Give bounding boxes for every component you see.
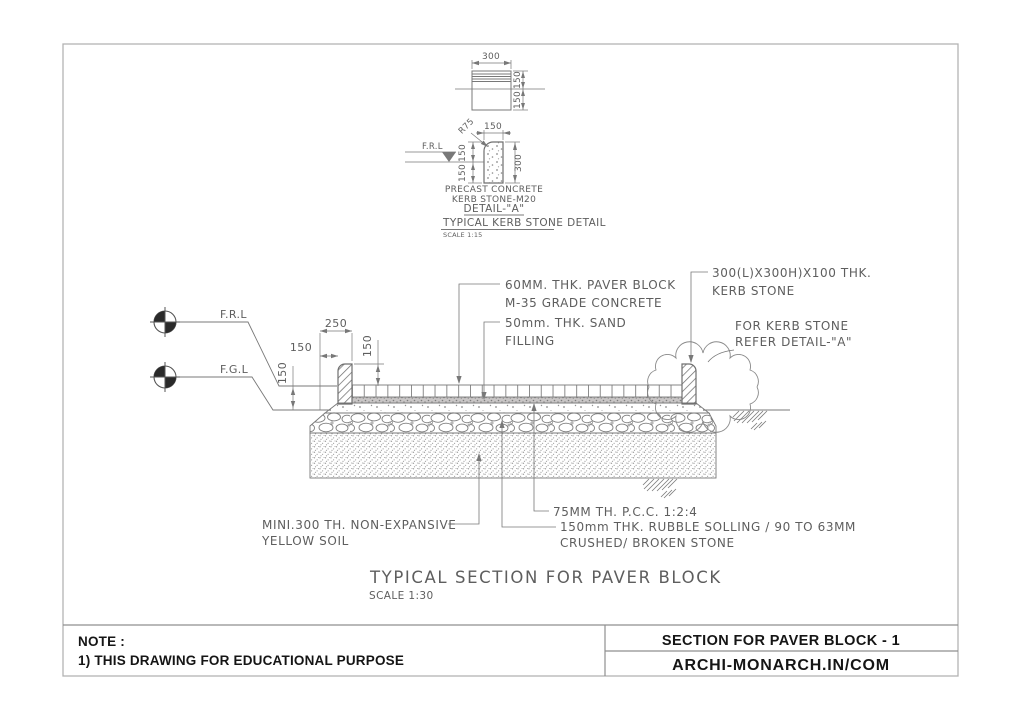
detail-name: DETAIL-"A" xyxy=(463,203,525,215)
elevation-dim-lower: 150 xyxy=(513,90,523,110)
note-heading: NOTE : xyxy=(78,634,125,649)
soil-label-2: YELLOW SOIL xyxy=(262,534,349,548)
kerb-detail-elevation xyxy=(455,60,545,110)
level-leaders xyxy=(180,322,337,410)
kerb-label-2: KERB STONE xyxy=(712,284,795,298)
dim-150-kerb: 150 xyxy=(361,334,374,358)
rubble-label-1: 150mm THK. RUBBLE SOLLING / 90 TO 63MM xyxy=(560,520,856,534)
section-scale: SCALE 1:30 xyxy=(369,590,434,602)
left-kerb-stone xyxy=(338,364,352,404)
detail-title: TYPICAL KERB STONE DETAIL xyxy=(443,217,606,229)
soil-label-1: MINI.300 TH. NON-EXPANSIVE xyxy=(262,518,457,532)
kerb-ref-2: REFER DETAIL-"A" xyxy=(735,335,853,349)
kerb-detail-section xyxy=(484,142,503,183)
dim-250: 250 xyxy=(324,317,348,330)
elevation-dim-upper: 150 xyxy=(513,70,523,90)
section-layers xyxy=(310,385,716,478)
dim-150-left: 150 xyxy=(289,341,313,354)
detail-frl-label: F.R.L xyxy=(422,142,443,152)
frl-benchmark-icon xyxy=(150,307,180,337)
dim-150-level: 150 xyxy=(276,361,289,385)
kerb-detail-section-arrows xyxy=(442,131,517,183)
rubble-label-2: CRUSHED/ BROKEN STONE xyxy=(560,536,735,550)
kerb-ref-1: FOR KERB STONE xyxy=(735,319,849,333)
section-dim-lower: 150 xyxy=(458,163,468,183)
sand-label-1: 50mm. THK. SAND xyxy=(505,316,627,330)
right-kerb-stone xyxy=(682,364,696,404)
detail-scale: SCALE 1:15 xyxy=(443,231,483,239)
sand-filling-layer xyxy=(352,397,682,403)
pcc-label: 75MM TH. P.C.C. 1:2:4 xyxy=(553,505,698,519)
paver-label-2: M-35 GRADE CONCRETE xyxy=(505,296,663,310)
section-dim-width: 150 xyxy=(483,122,503,132)
rubble-solling-layer xyxy=(310,413,716,433)
kerb-label-1: 300(L)X300H)X100 THK. xyxy=(712,266,872,280)
sand-label-2: FILLING xyxy=(505,334,555,348)
fgl-label: F.G.L xyxy=(220,363,249,376)
elevation-dim-length: 300 xyxy=(481,52,501,62)
kerb-caption-1: PRECAST CONCRETE xyxy=(444,185,544,195)
note-text: 1) THIS DRAWING FOR EDUCATIONAL PURPOSE xyxy=(78,653,405,668)
section-radius: R75 xyxy=(456,116,477,137)
fgl-benchmark-icon xyxy=(150,362,180,392)
level-triangle-icon xyxy=(442,152,456,162)
paver-block-layer xyxy=(352,385,682,397)
paver-label-1: 60MM. THK. PAVER BLOCK xyxy=(505,278,676,292)
sheet-title: SECTION FOR PAVER BLOCK - 1 xyxy=(661,633,901,649)
section-dim-upper: 150 xyxy=(458,143,468,163)
pcc-layer xyxy=(325,403,709,413)
yellow-soil-layer xyxy=(310,433,716,478)
frl-label: F.R.L xyxy=(220,308,247,321)
brand-text: ARCHI-MONARCH.IN/COM xyxy=(672,657,890,674)
kerb-caption-2: KERB STONE-M20 xyxy=(451,195,537,205)
section-dim-height: 300 xyxy=(514,153,524,173)
section-title: TYPICAL SECTION FOR PAVER BLOCK xyxy=(370,568,722,587)
